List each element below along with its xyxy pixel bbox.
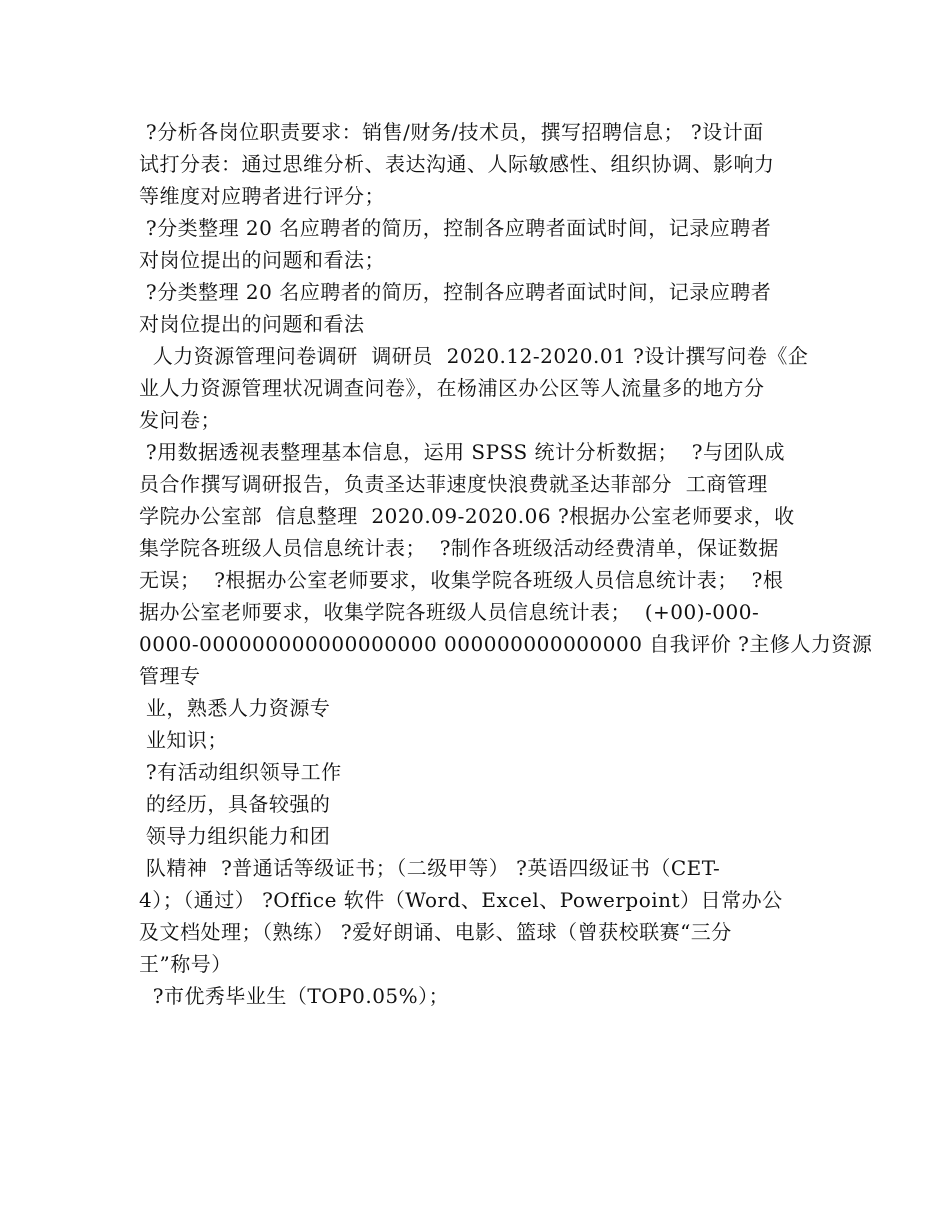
text-line: ?有活动组织领导工作 bbox=[139, 760, 342, 784]
text-line: 对岗位提出的问题和看法 bbox=[139, 312, 365, 336]
text-line: 队精神 ?普通话等级证书；（二级甲等） ?英语四级证书（CET- bbox=[139, 856, 721, 880]
text-line: 试打分表：通过思维分析、表达沟通、人际敏感性、组织协调、影响力 bbox=[139, 152, 775, 176]
text-line: 学院办公室部 信息整理 2020.09-2020.06 ?根据办公室老师要求，收 bbox=[139, 504, 795, 528]
text-line: 4）；（通过） ?Office 软件（Word、Excel、Powerpoint）日常办公 bbox=[139, 888, 783, 912]
text-line: ?分析各岗位职责要求：销售/财务/技术员，撰写招聘信息； ?设计面 bbox=[139, 120, 764, 144]
text-line: 集学院各班级人员信息统计表； ?制作各班级活动经费清单，保证数据 bbox=[139, 536, 779, 560]
text-line: 等维度对应聘者进行评分； bbox=[139, 184, 385, 208]
text-line: 员合作撰写调研报告，负责圣达菲速度快浪费就圣达菲部分 工商管理 bbox=[139, 472, 768, 496]
text-line: 业，熟悉人力资源专 bbox=[139, 696, 331, 720]
text-line: 业人力资源管理状况调查问卷》，在杨浦区办公区等人流量多的地方分 bbox=[139, 376, 765, 400]
text-line: ?市优秀毕业生（TOP0.05%）； bbox=[139, 984, 450, 1008]
text-line: 领导力组织能力和团 bbox=[139, 824, 331, 848]
text-line: ?分类整理 20 名应聘者的简历，控制各应聘者面试时间，记录应聘者 bbox=[139, 216, 772, 240]
text-line: ?用数据透视表整理基本信息，运用 SPSS 统计分析数据； ?与团队成 bbox=[139, 440, 785, 464]
text-line: 业知识； bbox=[139, 728, 228, 752]
text-line: 据办公室老师要求，收集学院各班级人员信息统计表； (+00)-000- bbox=[139, 600, 760, 624]
text-line: 的经历，具备较强的 bbox=[139, 792, 331, 816]
text-line: 发问卷； bbox=[139, 408, 221, 432]
text-line: 无误； ?根据办公室老师要求，收集学院各班级人员信息统计表； ?根 bbox=[139, 568, 784, 592]
text-line: 管理专 bbox=[139, 664, 201, 688]
document-body bbox=[139, 116, 873, 1012]
text-line: 人力资源管理问卷调研 调研员 2020.12-2020.01 ?设计撰写问卷《企 bbox=[139, 344, 809, 368]
text-line: 王”称号） bbox=[139, 952, 232, 976]
text-line: 及文档处理；（熟练） ?爱好朗诵、电影、篮球（曾获校联赛“三分 bbox=[139, 920, 732, 944]
text-line: 对岗位提出的问题和看法； bbox=[139, 248, 385, 272]
text-line: 0000-000000000000000000 000000000000000 自我评价 ?主修人力资源 bbox=[139, 632, 873, 656]
text-line: ?分类整理 20 名应聘者的简历，控制各应聘者面试时间，记录应聘者 bbox=[139, 280, 772, 304]
